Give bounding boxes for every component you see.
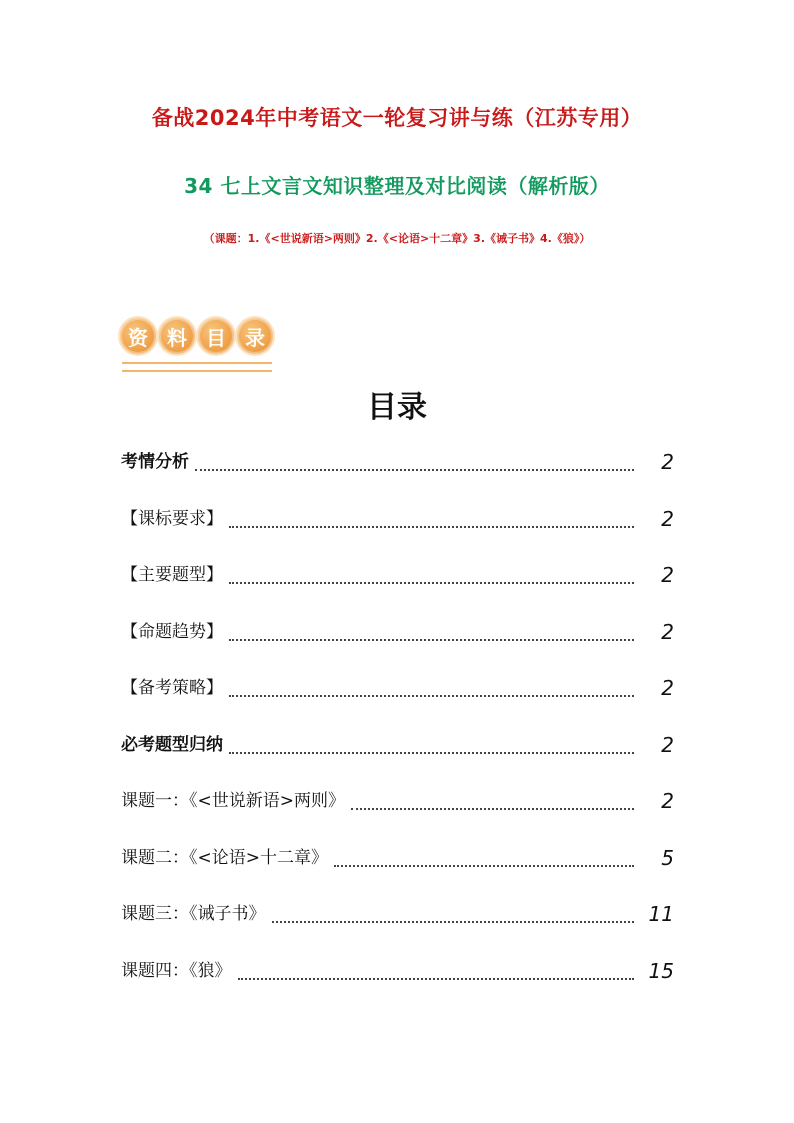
toc-page-number: 11	[648, 902, 674, 926]
toc-dot-leader	[238, 956, 635, 980]
toc-entry-lesson-three[interactable]	[121, 899, 674, 956]
badge-char: 料	[159, 318, 195, 354]
toc-entry-label: 【命题趋势】	[121, 621, 223, 642]
toc-entry-label: 【主要题型】	[121, 565, 223, 585]
toc-entry-lesson-four[interactable]	[121, 956, 674, 1013]
toc-entry-label: 课题四：《狼》	[121, 960, 232, 981]
toc-page-number: 2	[661, 732, 674, 757]
toc-page-number: 2	[661, 563, 674, 587]
badge-char: 资	[120, 318, 156, 354]
toc-entry-label: 【课标要求】	[121, 508, 223, 529]
toc-page-number: 5	[661, 845, 674, 870]
toc-dot-leader	[229, 730, 634, 754]
document-subtitle: 34 七上文言文知识整理及对比阅读（解析版）	[184, 174, 610, 198]
toc-entry-label: 考情分析	[121, 452, 189, 472]
table-of-contents	[121, 447, 674, 1012]
lesson-list-note: （课题：1.《<世说新语>两则》2.《<论语>十二章》3.《诫子书》4.《狼》）	[203, 232, 591, 245]
toc-entry-trends[interactable]	[121, 617, 674, 674]
badge-char: 录	[237, 318, 273, 354]
badge-char: 目	[198, 318, 234, 354]
toc-dot-leader	[272, 899, 635, 923]
toc-entry-lesson-one[interactable]	[121, 786, 674, 843]
toc-heading: 目录	[367, 390, 427, 425]
materials-contents-badge	[120, 318, 276, 368]
toc-dot-leader	[351, 786, 634, 810]
toc-entry-main-question-types[interactable]	[121, 560, 674, 617]
toc-page-number: 2	[661, 789, 674, 813]
toc-dot-leader	[334, 843, 634, 867]
toc-dot-leader	[229, 673, 634, 697]
toc-entry-label: 课题二：《<论语>十二章》	[121, 847, 328, 868]
toc-entry-label: 必考题型归纳	[121, 734, 223, 755]
toc-entry-lesson-two[interactable]	[121, 843, 674, 900]
toc-entry-exam-analysis[interactable]	[121, 447, 674, 504]
toc-page-number: 15	[648, 958, 674, 983]
toc-page-number: 2	[661, 619, 674, 644]
toc-entry-label: 课题一：《<世说新语>两则》	[121, 791, 345, 811]
document-title: 备战2024年中考语文一轮复习讲与练（江苏专用）	[151, 106, 643, 130]
toc-dot-leader	[229, 560, 634, 584]
toc-page-number: 2	[661, 450, 674, 474]
toc-entry-label: 课题三：《诫子书》	[121, 904, 266, 924]
badge-underline-decoration	[122, 362, 272, 372]
toc-dot-leader	[229, 617, 634, 641]
toc-dot-leader	[229, 504, 634, 528]
toc-entry-preparation-strategy[interactable]	[121, 673, 674, 730]
toc-entry-label: 【备考策略】	[121, 678, 223, 698]
toc-page-number: 2	[661, 676, 674, 700]
toc-entry-question-types[interactable]	[121, 730, 674, 787]
toc-entry-curriculum-requirements[interactable]	[121, 504, 674, 561]
toc-dot-leader	[195, 447, 634, 471]
toc-page-number: 2	[661, 506, 674, 531]
